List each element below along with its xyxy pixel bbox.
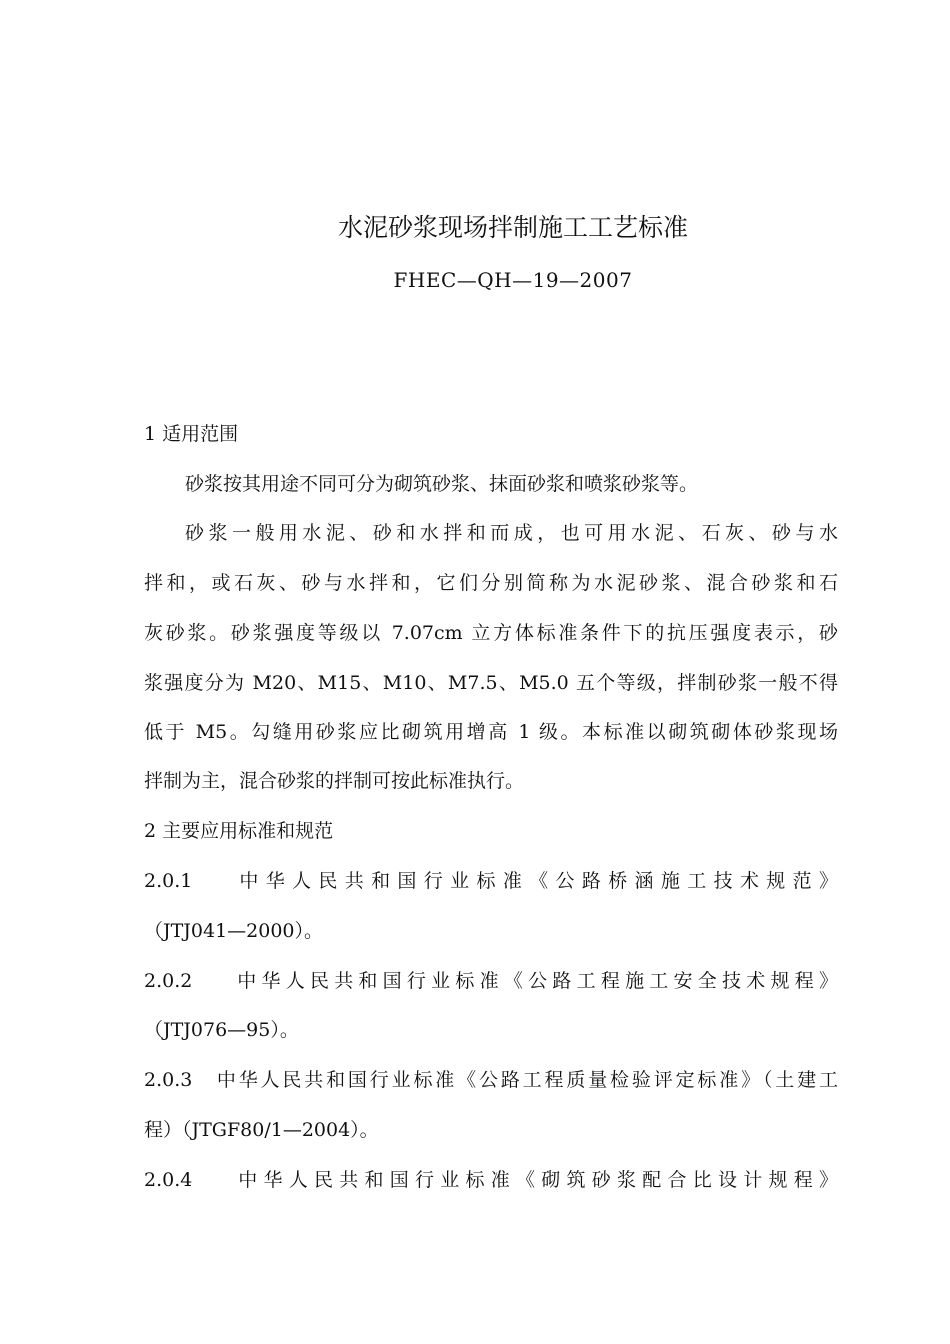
reference-item xyxy=(144,966,838,996)
reference-text: 中华人民共和国行业标准《公路工程质量检验评定标准》（土建工 xyxy=(214,1069,838,1091)
reference-continuation: 程）（JTGF80/1—2004）。 xyxy=(144,1119,379,1141)
section-1-heading: 1 适用范围 xyxy=(144,423,239,445)
section-1-paragraph-2-line-3: 灰砂浆。砂浆强度等级以 7.07cm 立方体标准条件下的抗压强度表示，砂 xyxy=(144,622,838,644)
reference-item xyxy=(144,866,838,896)
section-2-heading: 2 主要应用标准和规范 xyxy=(144,820,334,842)
reference-number: 2.0.1 xyxy=(144,870,193,892)
document-code: FHEC—QH—19—2007 xyxy=(393,268,633,292)
section-1-paragraph-2-line-4: 浆强度分为 M20、M15、M10、M7.5、M5.0 五个等级，拌制砂浆一般不得 xyxy=(144,672,838,694)
section-1-paragraph-1: 砂浆按其用途不同可分为砌筑砂浆、抹面砂浆和喷浆砂浆等。 xyxy=(185,473,699,495)
section-1-paragraph-2-line-5: 低于 M5。勾缝用砂浆应比砌筑用增高 1 级。本标准以砌筑砌体砂浆现场 xyxy=(144,721,838,743)
reference-continuation: （JTJ076—95）。 xyxy=(144,1019,299,1041)
reference-text: 中华人民共和国行业标准《砌筑砂浆配合比设计规程》 xyxy=(232,1169,838,1191)
reference-text: 中华人民共和国行业标准《公路工程施工安全技术规程》 xyxy=(232,970,838,992)
document-title: 水泥砂浆现场拌制施工工艺标准 xyxy=(337,213,688,242)
reference-item xyxy=(144,1165,838,1195)
section-1-paragraph-2-line-6: 拌制为主，混合砂浆的拌制可按此标准执行。 xyxy=(144,770,525,792)
reference-text: 中华人民共和国行业标准《公路桥涵施工技术规范》 xyxy=(232,870,838,892)
section-1-paragraph-2-line-2: 拌和，或石灰、砂与水拌和，它们分别简称为水泥砂浆、混合砂浆和石 xyxy=(144,572,838,594)
reference-number: 2.0.3 xyxy=(144,1069,193,1091)
reference-number: 2.0.2 xyxy=(144,970,193,992)
reference-number: 2.0.4 xyxy=(144,1169,193,1191)
section-1-paragraph-2-line-1: 砂浆一般用水泥、砂和水拌和而成，也可用水泥、石灰、砂与水 xyxy=(185,522,838,544)
reference-item xyxy=(144,1065,838,1095)
reference-continuation: （JTJ041—2000）。 xyxy=(144,920,324,942)
